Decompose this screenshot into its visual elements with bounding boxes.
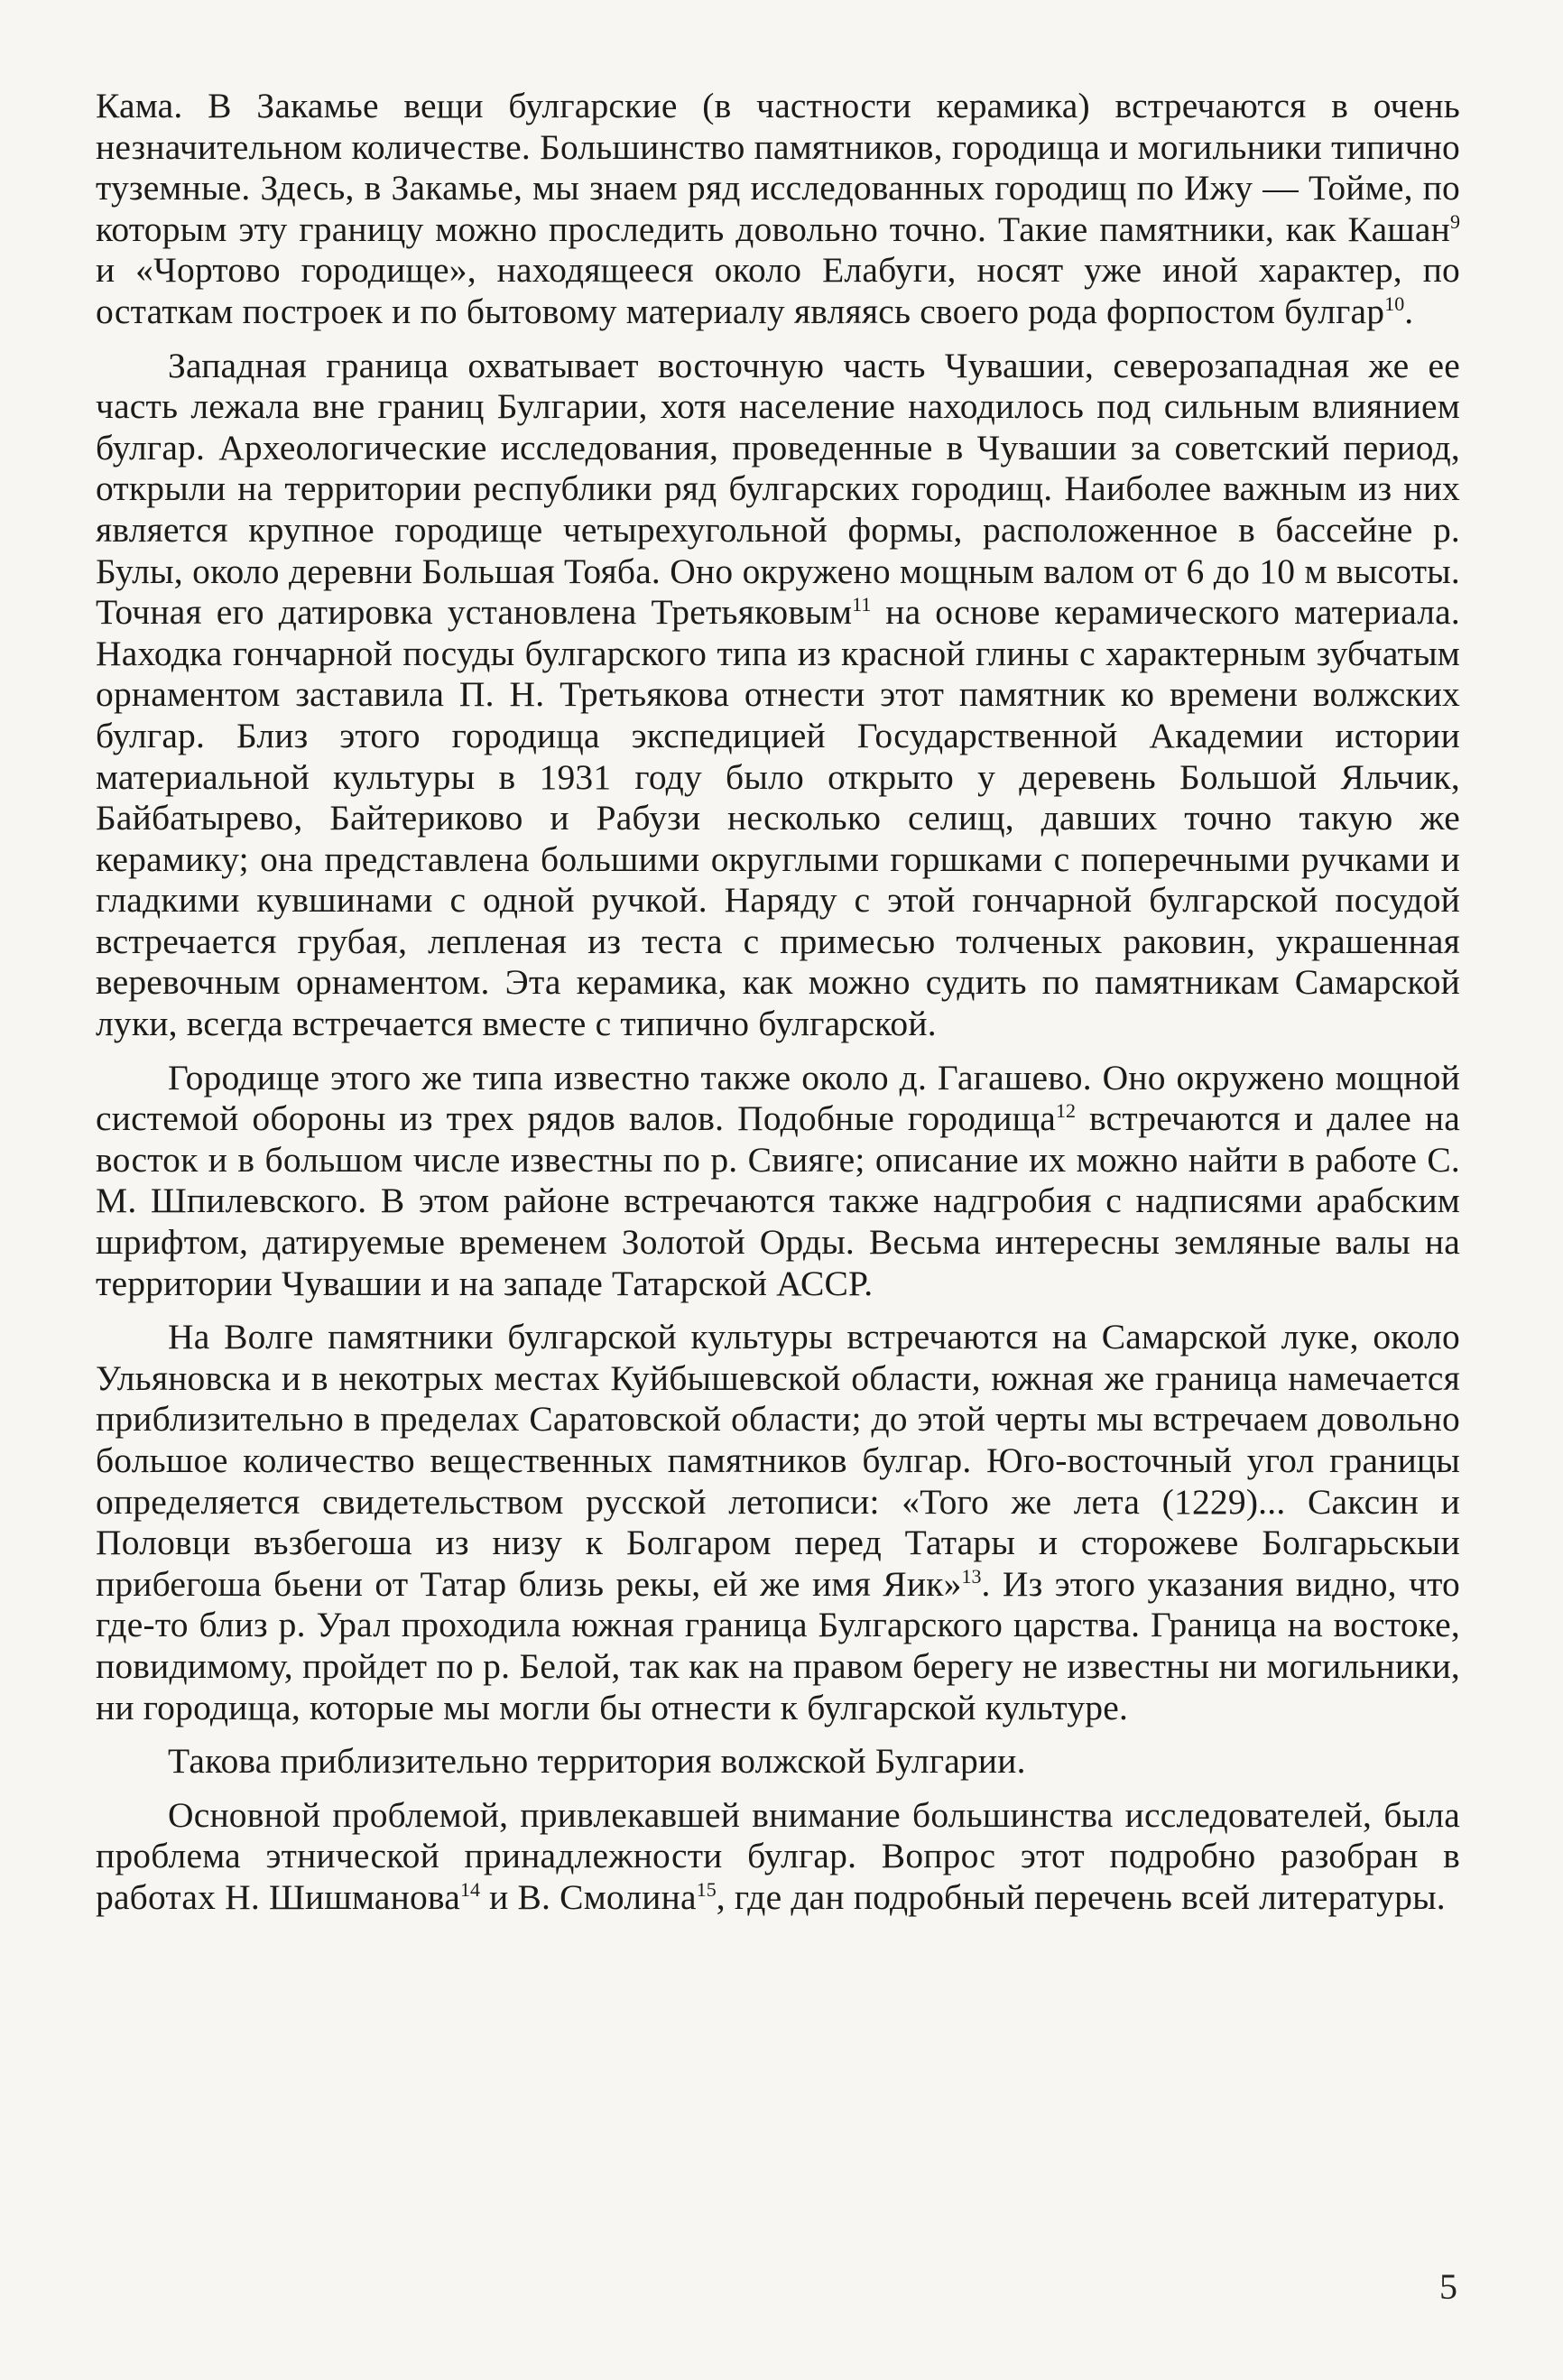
text-run: , где дан подробный перечень всей литературы. — [716, 1876, 1446, 1917]
text-run: Западная граница охватывает восточную часть Чувашии, северозападная же ее часть лежала вне границ Булгарии, хотя население находилось под сильным влиянием булгар. Археологические исследования, проведенные в Чувашии за советский период, открыли на территории республики ряд булгарских городищ. Наиболее важным из них является крупное городище четырехугольной формы, расположенное в бассейне р. Булы, около деревни Большая Тояба. Оно окружено мощным валом от 6 до 10 м высоты. Точная его датировка установлена Третьяковым — [96, 345, 1460, 633]
text-run: Кама. В Закамье вещи булгарские (в частности керамика) встречаются в очень незначительном количестве. Большинство памятников, городища и могильники типично туземные. Здесь, в Закамье, мы знаем ряд исследованных городищ по Ижу — Тойме, по которым эту границу можно проследить довольно точно. Такие памятники, как Кашан — [96, 86, 1460, 249]
text-run: на основе керамического материала. Находка гончарной посуды булгарского типа из красной глины с характерным зубчатым орнаментом заставила П. Н. Третьякова отнести этот памятник ко времени волжских булгар. Близ этого городища экспедицией Государственной Академии истории материальной культуры в 1931 году было открыто у деревень Большой Яльчик, Байбатырево, Байтериково и Рабузи несколько селищ, давших точно такую же керамику; она представлена большими округлыми горшками с поперечными ручками и гладкими кувшинами с одной ручкой. Наряду с этой гончарной булгарской посудой встречается грубая, лепленая из теста с примесью толченых раковин, украшенная веревочным орнаментом. Эта керамика, как можно судить по памятникам Самарской луки, всегда встречается вместе с типично булгарской. — [96, 592, 1460, 1044]
body-text — [96, 86, 1460, 1919]
page-number: 5 — [1439, 2266, 1457, 2307]
text-run: встречаются и далее на восток и в большом числе известны по р. Свияге; описание их можно найти в работе С. М. Шпилевского. В этом районе встречаются также надгробия с надписями арабским шрифтом, датируемые временем Золотой Орды. Весьма интересны земляные валы на территории Чувашии и на западе Татарской АССР. — [96, 1098, 1460, 1303]
paragraph-p2 — [96, 346, 1460, 1045]
text-run: . — [1404, 291, 1414, 331]
text-run: и «Чортово городище», находящееся около Елабуги, носят уже иной характер, по остаткам построек и по бытовому материалу являясь своего рода форпостом булгар — [96, 250, 1460, 331]
text-run: . Из этого указания видно, что где-то близ р. Урал проходила южная граница Булгарского царства. Граница на востоке, повидимому, пройдет по р. Белой, так как на правом берегу не известны ни могильники, ни городища, которые мы могли бы отнести к булгарской культуре. — [96, 1563, 1460, 1727]
text-run: Городище этого же типа известно также около д. Гагашево. Оно окружено мощной системой обороны из трех рядов валов. Подобные городища — [96, 1057, 1460, 1139]
footnote-ref: 12 — [1056, 1099, 1077, 1123]
text-run: Такова приблизительно территория волжской Булгарии. — [168, 1741, 1026, 1782]
paragraph-p6 — [96, 1795, 1460, 1919]
footnote-ref: 9 — [1450, 209, 1460, 233]
paragraph-p1 — [96, 86, 1460, 333]
footnote-ref: 14 — [460, 1877, 480, 1901]
footnote-ref: 15 — [696, 1877, 717, 1901]
paragraph-p4 — [96, 1317, 1460, 1728]
footnote-ref: 11 — [852, 592, 872, 616]
paragraph-p3 — [96, 1058, 1460, 1305]
footnote-ref: 10 — [1384, 292, 1405, 315]
text-run: Основной проблемой, привлекавшей внимание большинства исследователей, была проблема этнической принадлежности булгар. Вопрос этот подробно разобран в работах Н. Шишманова — [96, 1794, 1460, 1917]
text-run: На Волге памятники булгарской культуры встречаются на Самарской луке, около Ульяновска и в некотрых местах Куйбышевской области, южная же граница намечается приблизительно в пределах Саратовской области; до этой черты мы встречаем довольно большое количество вещественных памятников булгар. Юго-восточный угол границы определяется свидетельством русской летописи: «Того же лета (1229)... Саксин и Половци възбегоша из низу к Болгаром перед Татары и сторожеве Болгарьскыи прибегоша бьени от Татар близь рекы, ей же имя Яик» — [96, 1317, 1460, 1604]
paragraph-p5 — [96, 1741, 1460, 1783]
text-run: и В. Смолина — [480, 1876, 697, 1917]
footnote-ref: 13 — [961, 1564, 982, 1588]
